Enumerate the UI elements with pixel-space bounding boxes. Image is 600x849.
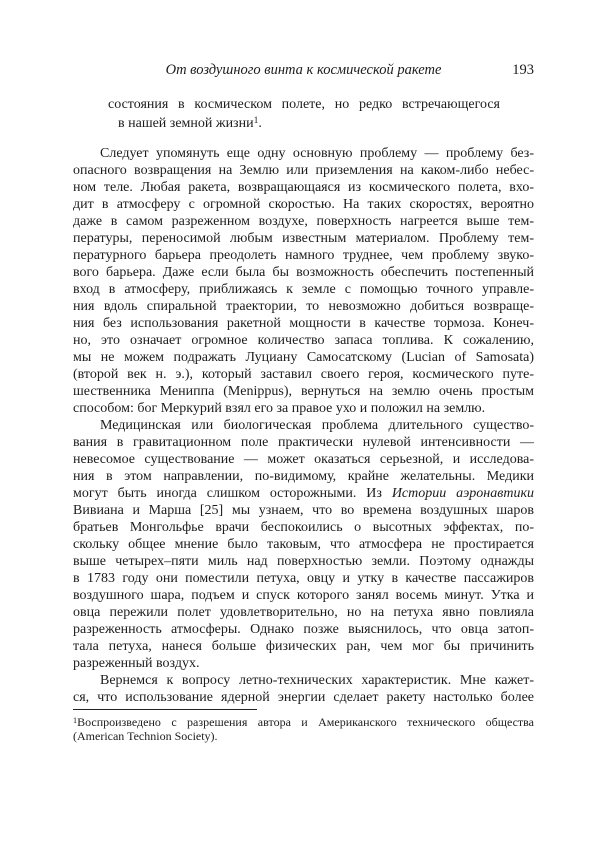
text-line xyxy=(73,281,534,298)
text-line xyxy=(73,638,534,655)
text-line xyxy=(73,332,534,349)
text-run: ном теле. Любая ракета, возвращающаяся из космического полета, вхо- xyxy=(73,180,534,195)
text-line xyxy=(73,621,534,638)
text-run: воздушного шара, подъем и спуск которого занял восемь минут. Утка и xyxy=(73,588,534,603)
text-line xyxy=(73,729,534,743)
text-line xyxy=(108,95,500,114)
page-number: 193 xyxy=(512,62,534,78)
text-run: Следует упомянуть еще одну основную проблему — проблему без- xyxy=(100,146,534,161)
text-line xyxy=(73,298,534,315)
text-line xyxy=(73,587,534,604)
paragraph xyxy=(73,672,534,706)
text-run: в нашей земной жизни xyxy=(118,116,254,131)
text-line xyxy=(73,715,534,729)
text-line xyxy=(73,519,534,536)
text-line xyxy=(73,366,534,383)
running-head xyxy=(73,62,534,79)
text-run: ния в этом направлении, по-видимому, крайне желательны. Медики xyxy=(73,469,534,484)
text-line xyxy=(73,230,534,247)
text-run: ния вдоль спиральной траектории, то невозможно добиться возвраще- xyxy=(73,299,534,314)
page-body xyxy=(73,95,534,743)
text-line xyxy=(73,247,534,264)
text-run: шественника Мениппа (Menippus), вернуться на землю очень простым xyxy=(73,384,534,399)
footnote-rule xyxy=(73,709,257,710)
text-line xyxy=(73,383,534,400)
text-line xyxy=(73,553,534,570)
text-run: овца пережили полет удовлетворительно, но на петуха явно повлияла xyxy=(73,605,534,620)
chapter-title: От воздушного винта к космической ракете xyxy=(165,62,442,78)
text-line xyxy=(73,672,534,689)
text-run: пературного барьера преодолеть намного труднее, чем проблему звуко- xyxy=(73,248,534,263)
text-run: тала петуха, нанеся больше физических ран, чем мог бы причинить xyxy=(73,639,534,654)
text-line xyxy=(73,689,534,706)
text-run: способом: бог Меркурий взял его за правое ухо и положил на землю. xyxy=(73,401,486,416)
text-run: братьев Монгольфье врачи беспокоились о высотных эффектах, по- xyxy=(73,520,534,535)
text-run: выше четырех–пяти миль над поверхностью земли. Поэтому однажды xyxy=(73,554,534,569)
text-line xyxy=(73,213,534,230)
text-run: (American Technion Society). xyxy=(73,729,218,743)
paragraph xyxy=(73,417,534,672)
text-line xyxy=(73,468,534,485)
text-line xyxy=(73,655,534,672)
text-run: Воспроизведено с разрешения автора и Американского технического общества xyxy=(77,715,534,729)
footnote-marker: 1 xyxy=(253,116,259,127)
footnote-marker: 1 xyxy=(73,715,78,725)
text-run-i: Истории аэронавтики xyxy=(391,486,534,501)
text-line xyxy=(73,400,534,417)
text-line xyxy=(73,179,534,196)
text-run: скольку общее мнение было таковым, что атмосфера не простирается xyxy=(73,537,534,552)
text-run: Медицинская или биологическая проблема длительного существо- xyxy=(100,418,534,433)
text-run: разреженность атмосферы. Однако позже выяснилось, что овца затоп- xyxy=(73,622,534,637)
text-run: вания в гравитационном поле практически нулевой интенсивности — xyxy=(73,435,534,450)
paragraph xyxy=(73,145,534,417)
text-line xyxy=(73,570,534,587)
text-run: вого барьера. Даже если была бы возможность обеспечить постепенный xyxy=(73,265,534,280)
text-run: . xyxy=(258,116,262,131)
text-line xyxy=(73,604,534,621)
text-run: в 1783 году они поместили петуха, овцу и утку в качестве пассажиров xyxy=(73,571,534,586)
text-line xyxy=(73,502,534,519)
text-run: дит в атмосферу с огромной скоростью. На таких скоростях, вероятно xyxy=(73,197,534,212)
text-line xyxy=(73,196,534,213)
text-line xyxy=(73,434,534,451)
text-run: Вернемся к вопросу летно-технических характеристик. Мне кажет- xyxy=(100,673,534,688)
text-line xyxy=(73,145,534,162)
text-run: пературы, переносимой любым известным материалом. Проблему тем- xyxy=(73,231,534,246)
text-run: (второй век н. э.), который заставил своего героя, космического путе- xyxy=(73,367,534,382)
text-line xyxy=(73,536,534,553)
text-run: но, это означает огромное количество запаса топлива. К сожалению, xyxy=(73,333,534,348)
quote-block xyxy=(108,95,500,133)
text-run: вход в атмосферу, приближаясь к земле с помощью точного управле- xyxy=(73,282,534,297)
text-run: могут быть иногда слишком осторожными. Из xyxy=(73,486,392,501)
text-line xyxy=(73,485,534,502)
text-run: даже в самом разреженном воздухе, поверхность нагреется выше тем- xyxy=(73,214,534,229)
text-line xyxy=(73,417,534,434)
text-run: состояния в космическом полете, но редко встречающегося xyxy=(108,97,500,112)
text-run: разреженный воздух. xyxy=(73,656,200,671)
text-run: ния без использования ракетной мощности в качестве тормоза. Конеч- xyxy=(73,316,534,331)
text-line xyxy=(73,349,534,366)
text-run: Вивиана и Марша [25] мы узнаем, что во времена воздушных шаров xyxy=(73,503,534,518)
text-line xyxy=(73,315,534,332)
text-line xyxy=(73,451,534,468)
text-block xyxy=(73,62,534,743)
text-line xyxy=(73,162,534,179)
text-run: невесомое существование — может оказаться серьезной, и исследова- xyxy=(73,452,534,467)
text-run: опасного возвращения на Землю или приземления на каком-либо небес- xyxy=(73,163,534,178)
text-line xyxy=(108,114,500,133)
footnote-block xyxy=(73,709,534,743)
text-run: мы не можем подражать Луциану Самосатскому (Lucian of Samosata) xyxy=(73,350,534,365)
text-run: ся, что использование ядерной энергии сделает ракету настолько более xyxy=(73,690,534,705)
text-line xyxy=(73,264,534,281)
